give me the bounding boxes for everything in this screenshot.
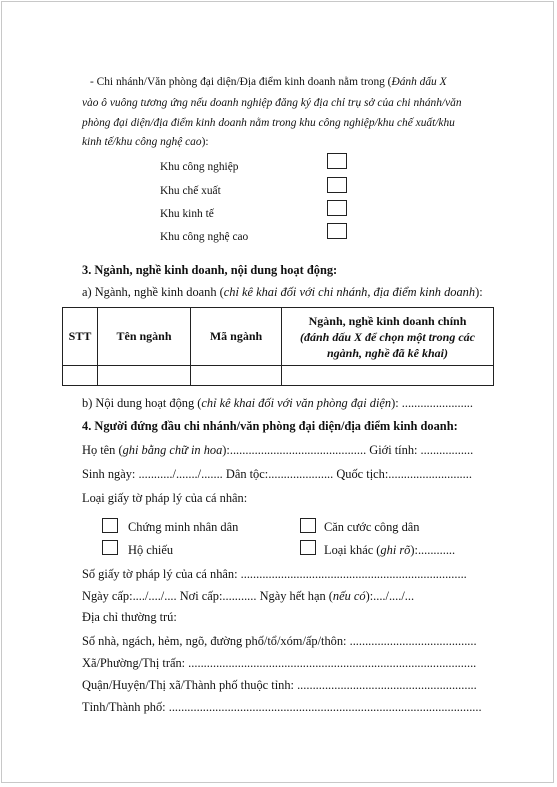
id-label-loai-khac: Loại khác (ghi rõ):............ bbox=[324, 543, 456, 557]
id-checkbox-cmnd[interactable] bbox=[102, 518, 118, 533]
table-row bbox=[63, 366, 494, 386]
id-checkbox-cccd[interactable] bbox=[300, 518, 316, 533]
col-nganh-chinh-header bbox=[282, 308, 494, 366]
zone-label-khu-che-xuat: Khu chế xuất bbox=[160, 185, 221, 197]
section-3-heading: 3. Ngành, nghề kinh doanh, nội dung hoạt động: bbox=[82, 263, 338, 277]
section-3b-label: b) Nội dung hoạt động (chỉ kê khai đối với văn phòng đại diện): ....................... bbox=[82, 396, 474, 410]
id-checkbox-ho-chieu[interactable] bbox=[102, 540, 118, 555]
zone-label-khu-kinh-te: Khu kinh tế bbox=[160, 208, 214, 220]
col-stt-header: STT bbox=[63, 308, 98, 366]
id-label-cccd: Căn cước công dân bbox=[324, 520, 420, 534]
table-cell-ten-nganh[interactable] bbox=[98, 366, 191, 386]
intro-line-2: vào ô vuông tương ứng nếu doanh nghiệp đăng ký địa chỉ trụ sở của chi nhánh/văn bbox=[82, 97, 462, 109]
so-giay-field[interactable]: Số giấy tờ pháp lý của cá nhân: ......................................................................... bbox=[82, 567, 467, 581]
col-ma-nganh-header: Mã ngành bbox=[191, 308, 282, 366]
so-nha-field[interactable]: Số nhà, ngách, hẻm, ngõ, đường phố/tổ/xóm/ấp/thôn: ......................................... bbox=[82, 634, 477, 648]
table-cell-stt[interactable] bbox=[63, 366, 98, 386]
nganh-nghe-table bbox=[62, 307, 494, 386]
intro-line-3: phòng đại diện/địa điểm kinh doanh nằm trong khu công nghiệp/khu chế xuất/khu bbox=[82, 117, 455, 129]
col-nganh-chinh-line-1: Ngành, nghề kinh doanh chính bbox=[308, 313, 467, 328]
table-cell-ma-nganh[interactable] bbox=[191, 366, 282, 386]
dia-chi-label: Địa chỉ thường trú: bbox=[82, 610, 177, 624]
xa-phuong-field[interactable]: Xã/Phường/Thị trấn: ............................................................................................. bbox=[82, 656, 477, 670]
intro-line-4: kinh tế/khu công nghệ cao): bbox=[82, 136, 209, 148]
col-nganh-chinh-line-2: (đánh dấu X để chọn một trong các bbox=[299, 329, 476, 344]
zone-label-khu-cong-nghe-cao: Khu công nghệ cao bbox=[160, 231, 249, 243]
intro-line-1: - Chi nhánh/Văn phòng đại diện/Địa điểm kinh doanh nằm trong (Đánh dấu X bbox=[90, 76, 447, 88]
zone-label-khu-cong-nghiep: Khu công nghiệp bbox=[160, 161, 239, 173]
col-ten-nganh-header: Tên ngành bbox=[98, 308, 191, 366]
zone-checkbox-khu-che-xuat[interactable] bbox=[327, 177, 347, 193]
id-label-cmnd: Chứng minh nhân dân bbox=[128, 520, 239, 534]
quan-huyen-field[interactable]: Quận/Huyện/Thị xã/Thành phố thuộc tỉnh: .......................................................... bbox=[82, 678, 477, 692]
zone-checkbox-khu-cong-nghiep[interactable] bbox=[327, 153, 347, 169]
ho-ten-field[interactable]: Họ tên (ghi bằng chữ in hoa):............................................ Giới tính: ................. bbox=[82, 443, 474, 457]
table-cell-nganh-chinh[interactable] bbox=[282, 366, 494, 386]
id-label-ho-chieu: Hộ chiếu bbox=[128, 543, 174, 557]
section-3a-label: a) Ngành, nghề kinh doanh (chỉ kê khai đối với chi nhánh, địa điểm kinh doanh): bbox=[82, 285, 483, 299]
zone-checkbox-khu-kinh-te[interactable] bbox=[327, 200, 347, 216]
section-4-heading: 4. Người đứng đầu chi nhánh/văn phòng đại diện/địa điểm kinh doanh: bbox=[82, 419, 458, 433]
tinh-thanh-field[interactable]: Tỉnh/Thành phố: ..................................................................................................... bbox=[82, 700, 482, 714]
id-checkbox-loai-khac[interactable] bbox=[300, 540, 316, 555]
ngay-cap-field[interactable]: Ngày cấp:..../..../.... Nơi cấp:........... Ngày hết hạn (nếu có):..../..../... bbox=[82, 589, 415, 603]
table-header-row bbox=[63, 308, 494, 366]
loai-giay-label: Loại giấy tờ pháp lý của cá nhân: bbox=[82, 491, 248, 505]
document-page bbox=[1, 1, 554, 783]
col-nganh-chinh-line-3: ngành, nghề đã kê khai) bbox=[326, 345, 449, 360]
zone-checkbox-khu-cong-nghe-cao[interactable] bbox=[327, 223, 347, 239]
sinh-ngay-field[interactable]: Sinh ngày: .........../......./....... Dân tộc:..................... Quốc tịch:........................... bbox=[82, 467, 472, 481]
